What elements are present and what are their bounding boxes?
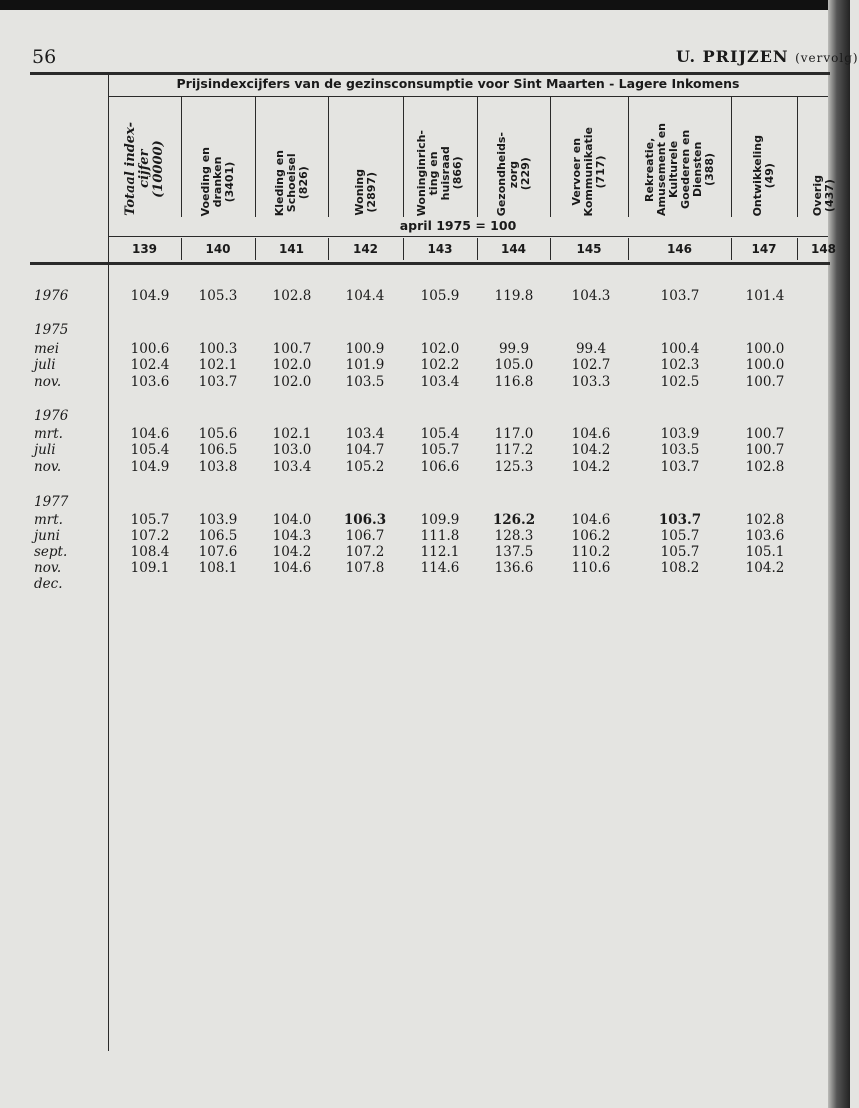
- row-label: 1976: [34, 408, 69, 424]
- row-label: 1977: [34, 494, 69, 510]
- table-cell: 99.4: [575, 341, 607, 357]
- column-header-text: Vervoer en Kommunikatie (717): [570, 126, 607, 216]
- table-cell: 100.4: [660, 341, 700, 357]
- table-cell: 103.6: [130, 374, 170, 390]
- table-cell: 104.6: [130, 426, 170, 442]
- row-label: dec.: [34, 576, 63, 592]
- column-number: 148: [810, 242, 837, 256]
- row-label: mei: [34, 341, 60, 357]
- table-cell: 105.7: [420, 442, 460, 458]
- table-cell: 137.5: [494, 544, 534, 560]
- header-bottom-rule: [30, 262, 830, 265]
- table-cell: 101.4: [745, 288, 785, 304]
- table-cell: 104.7: [345, 442, 385, 458]
- table-cell: 104.3: [571, 288, 611, 304]
- table-cell: 104.9: [130, 459, 170, 475]
- column-number: 140: [205, 242, 231, 256]
- table-cell: 106.6: [420, 459, 460, 475]
- column-header: [731, 98, 797, 216]
- table-cell: 105.1: [745, 544, 785, 560]
- column-header-text: Gezondheids- zorg (229): [494, 131, 532, 216]
- table-cell: 102.8: [745, 512, 785, 528]
- column-number: 144: [500, 242, 527, 256]
- column-header: [403, 98, 477, 216]
- column-number: 142: [352, 242, 379, 256]
- table-cell: 106.5: [198, 528, 238, 544]
- table-cell: 102.0: [420, 341, 460, 357]
- table-cell: 103.0: [272, 442, 312, 458]
- base-rule: [108, 236, 828, 237]
- table-cell: 102.0: [272, 357, 312, 373]
- row-label: sept.: [34, 544, 68, 560]
- table-cell: 111.8: [420, 528, 460, 544]
- table-cell: 102.8: [272, 288, 312, 304]
- table-cell: 102.5: [660, 374, 700, 390]
- table-cell: 99.9: [498, 341, 530, 357]
- table-cell: 105.6: [198, 426, 238, 442]
- column-number: 141: [278, 242, 305, 256]
- column-header: [797, 98, 850, 216]
- column-header: [255, 98, 328, 216]
- table-cell: 103.3: [571, 374, 611, 390]
- table-cell: 117.2: [494, 442, 534, 458]
- column-header: [628, 98, 731, 216]
- table-cell: 117.0: [494, 426, 534, 442]
- table-cell: 107.2: [345, 544, 385, 560]
- column-header: [108, 98, 181, 216]
- table-cell: 104.6: [571, 426, 611, 442]
- table-cell: 103.7: [660, 459, 700, 475]
- table-cell: 106.2: [571, 528, 611, 544]
- table-cell: 105.9: [420, 288, 460, 304]
- table-cell: 104.6: [571, 512, 611, 528]
- table-cell: 104.9: [130, 288, 170, 304]
- table-cell: 104.3: [272, 528, 312, 544]
- table-cell: 103.4: [345, 426, 385, 442]
- table-cell: 102.1: [198, 357, 238, 373]
- column-number: 147: [751, 242, 777, 256]
- table-cell: 110.6: [571, 560, 611, 576]
- table-cell: 108.4: [130, 544, 170, 560]
- table-cell: 103.5: [660, 442, 700, 458]
- table-cell: 100.0: [745, 341, 785, 357]
- table-cell: 100.7: [272, 341, 312, 357]
- table-cell: 101.9: [345, 357, 385, 373]
- table-cell: 102.2: [420, 357, 460, 373]
- table-cell: 102.4: [130, 357, 170, 373]
- row-label: 1976: [34, 288, 69, 304]
- table-cell: 105.4: [130, 442, 170, 458]
- table-cell: 105.7: [130, 512, 170, 528]
- column-header-text: Kleding en Schoeisel (826): [272, 149, 310, 216]
- table-cell: 105.0: [494, 357, 534, 373]
- row-label: juli: [34, 442, 56, 458]
- base-note: april 1975 = 100: [399, 218, 517, 233]
- table-cell: 106.3: [343, 512, 387, 528]
- column-number: 139: [131, 242, 158, 256]
- table-cell: 102.0: [272, 374, 312, 390]
- column-header: [181, 98, 255, 216]
- table-cell: 128.3: [494, 528, 534, 544]
- table-cell: 100.7: [745, 442, 785, 458]
- row-label: nov.: [34, 560, 62, 576]
- column-header-text: Overig (437): [810, 174, 836, 216]
- table-cell: 125.3: [494, 459, 534, 475]
- table-cell: 109.9: [420, 512, 460, 528]
- table-cell: 100.6: [130, 341, 170, 357]
- table-cell: 104.2: [745, 560, 785, 576]
- table-cell: 107.8: [345, 560, 385, 576]
- table-cell: 116.8: [494, 374, 534, 390]
- table-top-rule: [30, 72, 830, 75]
- table-cell: 103.4: [272, 459, 312, 475]
- table-cell: 119.8: [494, 288, 534, 304]
- table-cell: 104.6: [272, 560, 312, 576]
- table-cell: 100.0: [745, 357, 785, 373]
- table-cell: 104.2: [272, 544, 312, 560]
- row-label: mrt.: [34, 426, 63, 442]
- section-title-text: U. PRIJZEN: [676, 47, 789, 66]
- column-header: [550, 98, 628, 216]
- table-title: Prijsindexcijfers van de gezinsconsumptie voor Sint Maarten - Lagere Inkomens: [176, 76, 740, 91]
- row-label: nov.: [34, 459, 62, 475]
- title-rule: [108, 96, 828, 97]
- column-header-text: Woning (2897): [352, 169, 378, 216]
- table-cell: 104.0: [272, 512, 312, 528]
- table-cell: 102.1: [272, 426, 312, 442]
- table-cell: 103.6: [745, 528, 785, 544]
- table-cell: 104.2: [571, 442, 611, 458]
- table-cell: 114.6: [420, 560, 460, 576]
- table-cell: 100.3: [198, 341, 238, 357]
- table-cell: 100.7: [745, 426, 785, 442]
- table-cell: 105.4: [420, 426, 460, 442]
- table-cell: 104.2: [571, 459, 611, 475]
- table-cell: 102.7: [571, 357, 611, 373]
- row-label: mrt.: [34, 512, 63, 528]
- section-title: [676, 47, 859, 66]
- page-number: 56: [32, 46, 57, 68]
- table-cell: 103.9: [198, 512, 238, 528]
- table-cell: 102.8: [745, 459, 785, 475]
- table-cell: 104.4: [345, 288, 385, 304]
- column-header: [328, 98, 403, 216]
- table-cell: 108.2: [660, 560, 700, 576]
- table-cell: 107.2: [130, 528, 170, 544]
- table-cell: 109.1: [130, 560, 170, 576]
- table-cell: 102.3: [660, 357, 700, 373]
- table-cell: 103.4: [420, 374, 460, 390]
- table-cell: 103.8: [198, 459, 238, 475]
- table-cell: 110.2: [571, 544, 611, 560]
- section-title-suffix: (vervolg): [795, 51, 859, 65]
- table-cell: 136.6: [494, 560, 534, 576]
- table-cell: 106.7: [345, 528, 385, 544]
- row-label: 1975: [34, 322, 69, 338]
- row-label: juli: [34, 357, 56, 373]
- table-cell: 105.7: [660, 544, 700, 560]
- column-number: 143: [427, 242, 453, 256]
- table-cell: 106.5: [198, 442, 238, 458]
- table-cell: 103.7: [660, 288, 700, 304]
- table-cell: 103.9: [660, 426, 700, 442]
- table-cell: 108.1: [198, 560, 238, 576]
- table-cell: 103.7: [658, 512, 702, 528]
- column-header-text: Voeding en dranken (3401): [199, 146, 236, 216]
- scan-top-border: [0, 0, 850, 10]
- table-cell: 112.1: [420, 544, 460, 560]
- column-number: 146: [666, 242, 693, 256]
- table-cell: 103.7: [198, 374, 238, 390]
- table-cell: 107.6: [198, 544, 238, 560]
- table-cell: 100.7: [745, 374, 785, 390]
- table-cell: 105.7: [660, 528, 700, 544]
- column-header-text: Ontwikkeling (49): [751, 134, 776, 216]
- column-header-text: Woninginrich- ting en huisraad (866): [415, 129, 464, 216]
- column-header-text: Rekreatie, Amusement en Kulturele Goederen en Diensten (388): [642, 123, 716, 216]
- column-header: [477, 98, 550, 216]
- table-cell: 105.3: [198, 288, 238, 304]
- column-header-text: Totaal index- cijfer (10000): [122, 122, 166, 216]
- table-cell: 126.2: [492, 512, 536, 528]
- column-number: 145: [576, 242, 602, 256]
- table-cell: 105.2: [345, 459, 385, 475]
- row-label: nov.: [34, 374, 62, 390]
- table-cell: 103.5: [345, 374, 385, 390]
- table-cell: 100.9: [345, 341, 385, 357]
- row-label: juni: [34, 528, 60, 544]
